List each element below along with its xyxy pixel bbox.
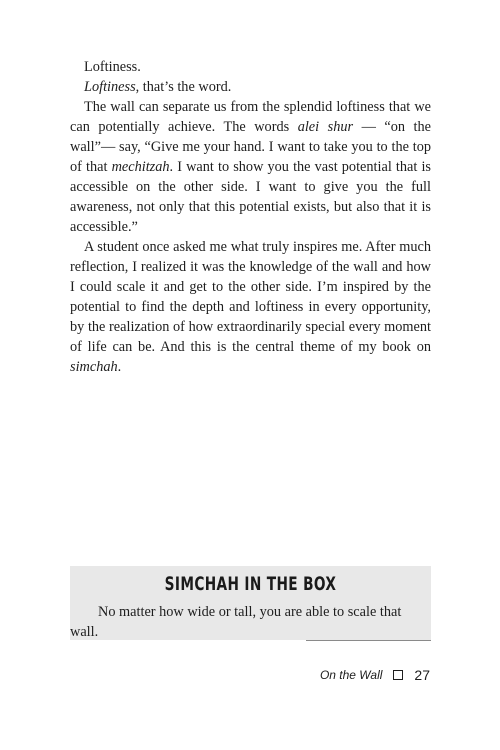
italic-term: mechitzah — [111, 159, 170, 175]
paragraph-loftiness — [70, 57, 431, 77]
italic-term: simchah — [70, 359, 118, 375]
paragraph-student-asked — [70, 237, 431, 377]
paragraph-text: , that’s the word. — [135, 79, 232, 95]
body-text — [70, 57, 431, 377]
paragraph-text: . — [117, 359, 122, 375]
paragraph-text: — “on the wall”— say, “Give me your hand. I want to take you to the top of that — [70, 119, 431, 175]
paragraph-wall-separates — [70, 97, 431, 237]
page-number: 27 — [414, 667, 430, 683]
box-title: SIMCHAH IN THE BOX — [164, 573, 337, 595]
running-title: On the Wall — [319, 668, 383, 682]
square-icon — [393, 670, 403, 680]
box-divider — [306, 640, 431, 641]
page-footer — [320, 667, 430, 683]
simchah-in-the-box — [70, 566, 431, 640]
italic-term: alei shur — [297, 119, 354, 135]
paragraph-text: Loftiness. — [84, 59, 141, 75]
paragraph-text: . I want to show you the vast potential that is accessible on the other side. I want to give you the full awareness, not only that this potential exists, but also that it is accessible.” — [70, 159, 431, 235]
italic-term: Loftiness — [84, 79, 136, 95]
box-text: No matter how wide or tall, you are able to scale that wall. — [70, 604, 402, 640]
paragraph-the-word — [70, 77, 431, 97]
paragraph-text: The wall can separate us from the splendid loftiness that we can potentially achieve. The words — [70, 99, 431, 135]
paragraph-text: A student once asked me what truly inspires me. After much reflection, I realized it was the knowledge of the wall and how I could scale it and get to the other side. I’m inspired by the potential to find the depth and loftiness in every opportunity, by the realization of how extraordinarily special every moment of life can be. And this is the central theme of my book on — [70, 239, 431, 355]
